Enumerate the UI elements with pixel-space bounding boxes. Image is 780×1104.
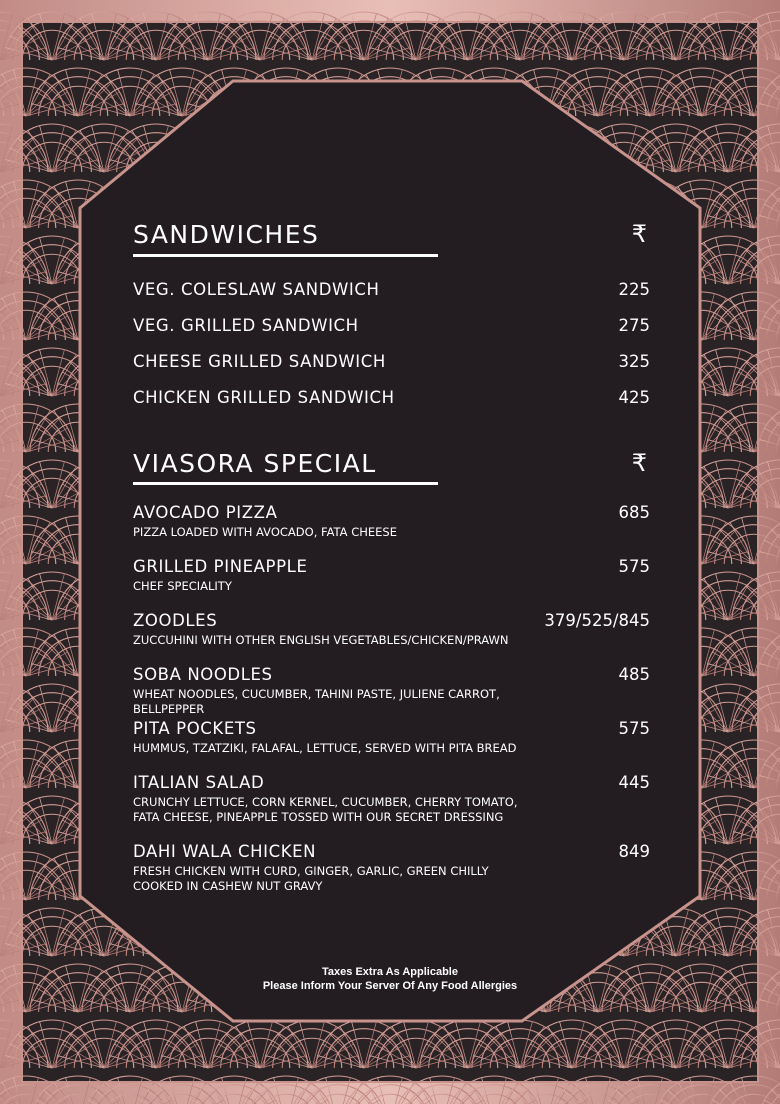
section-title-sandwiches: SANDWICHES <box>133 220 320 249</box>
menu-item-description: COOKED IN CASHEW NUT GRAVY <box>133 879 323 893</box>
menu-item-price: 225 <box>618 280 650 299</box>
menu-item-name: AVOCADO PIZZA <box>133 503 278 522</box>
menu-item-description: CRUNCHY LETTUCE, CORN KERNEL, CUCUMBER, CHERRY TOMATO, <box>133 795 518 809</box>
menu-item-price: 685 <box>618 503 650 522</box>
menu-item-price: 849 <box>618 842 650 861</box>
allergy-note: Please Inform Your Server Of Any Food Allergies <box>262 980 518 992</box>
menu-item-name: SOBA NOODLES <box>133 665 273 684</box>
menu-item-name: CHICKEN GRILLED SANDWICH <box>133 388 395 407</box>
menu-item-name: ITALIAN SALAD <box>133 773 265 792</box>
menu-item-price: 379/525/845 <box>544 611 650 630</box>
menu-item-description: WHEAT NOODLES, CUCUMBER, TAHINI PASTE, JULIENE CARROT, BELLPEPPER <box>133 687 500 716</box>
menu-item-price: 445 <box>618 773 650 792</box>
menu-item-name: VEG. GRILLED SANDWICH <box>133 316 359 335</box>
menu-item-name: DAHI WALA CHICKEN <box>133 842 317 861</box>
menu-item-price: 575 <box>618 557 650 576</box>
rupee-icon: ₹ <box>631 220 647 248</box>
menu-item-price: 425 <box>618 388 650 407</box>
menu-item-price: 325 <box>618 352 650 371</box>
menu-item-description: ZUCCUHINI WITH OTHER ENGLISH VEGETABLES/CHICKEN/PRAWN <box>133 633 509 647</box>
menu-item-description: HUMMUS, TZATZIKI, FALAFAL, LETTUCE, SERVED WITH PITA BREAD <box>133 741 517 755</box>
menu-item-name: GRILLED PINEAPPLE <box>133 557 308 576</box>
menu-item-name: ZOODLES <box>133 611 218 630</box>
menu-item-name: PITA POCKETS <box>133 719 257 738</box>
taxes-note: Taxes Extra As Applicable <box>322 966 458 978</box>
section-title-viasora-special: VIASORA SPECIAL <box>133 449 377 478</box>
menu-item-price: 275 <box>618 316 650 335</box>
menu-item-name: VEG. COLESLAW SANDWICH <box>133 280 380 299</box>
section-divider <box>133 254 438 257</box>
menu-item-description: FATA CHEESE, PINEAPPLE TOSSED WITH OUR SECRET DRESSING <box>133 810 504 824</box>
menu-item-name: CHEESE GRILLED SANDWICH <box>133 352 386 371</box>
menu-item-description: CHEF SPECIALITY <box>133 579 232 593</box>
menu-item-description: PIZZA LOADED WITH AVOCADO, FATA CHEESE <box>133 525 397 539</box>
menu-item-price: 485 <box>618 665 650 684</box>
rupee-icon: ₹ <box>631 449 647 477</box>
menu-item-price: 575 <box>618 719 650 738</box>
menu-item-description: FRESH CHICKEN WITH CURD, GINGER, GARLIC, GREEN CHILLY <box>133 864 489 878</box>
section-divider <box>133 482 438 485</box>
